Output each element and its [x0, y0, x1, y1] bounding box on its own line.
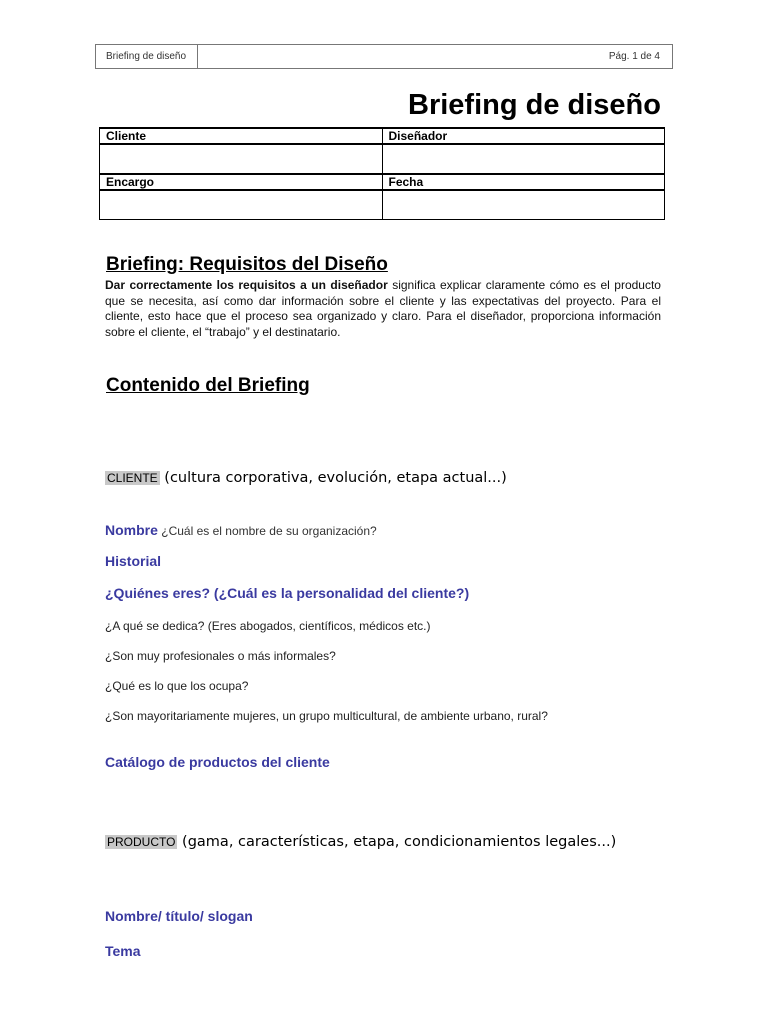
nombre-item — [105, 522, 377, 538]
encargo-label: Encargo — [100, 174, 383, 190]
question-mujeres: ¿Son mayoritariamente mujeres, un grupo multicultural, de ambiente urbano, rural? — [105, 709, 548, 723]
header-page-number: Pág. 1 de 4 — [608, 51, 660, 62]
header-document-name: Briefing de diseño — [96, 45, 198, 68]
intro-lead: Dar correctamente los requisitos a un diseñador — [105, 278, 388, 292]
tema-label: Tema — [105, 943, 141, 959]
encargo-value[interactable] — [100, 190, 383, 220]
intro-body: significa explicar claramente cómo es el producto que se necesita, así como dar información sobre el cliente y las expectativas del proyecto. Para el cliente, esto hace que el proceso sea organizado y claro. Para el diseñador, proporciona información sobre el cliente, el “trabajo” y el destinatario. — [105, 278, 661, 339]
quienes-eres-label: ¿Quiénes eres? (¿Cuál es la personalidad del cliente?) — [105, 585, 470, 601]
disenador-value[interactable] — [382, 144, 665, 174]
cliente-section-header — [105, 470, 507, 486]
document-title: Briefing de diseño — [408, 89, 661, 121]
producto-description: (gama, características, etapa, condicionamientos legales...) — [177, 834, 617, 850]
fecha-value[interactable] — [382, 190, 665, 220]
fecha-label: Fecha — [382, 174, 665, 190]
client-info-table — [99, 127, 665, 220]
cliente-label: Cliente — [100, 128, 383, 144]
nombre-question: ¿Cuál es el nombre de su organización? — [157, 524, 377, 538]
question-profesionales: ¿Son muy profesionales o más informales? — [105, 649, 336, 663]
cliente-tag: CLIENTE — [107, 471, 158, 485]
intro-paragraph — [105, 278, 661, 340]
question-dedica: ¿A qué se dedica? (Eres abogados, científicos, médicos etc.) — [105, 619, 431, 633]
contenido-heading: Contenido del Briefing — [106, 375, 310, 396]
cliente-description: (cultura corporativa, evolución, etapa actual...) — [159, 470, 507, 486]
question-ocupa: ¿Qué es lo que los ocupa? — [105, 679, 249, 693]
requisitos-heading: Briefing: Requisitos del Diseño — [106, 254, 388, 275]
historial-label: Historial — [105, 553, 162, 569]
producto-tag: PRODUCTO — [107, 835, 176, 849]
catalogo-label: Catálogo de productos del cliente — [105, 754, 330, 770]
producto-section-header — [105, 834, 616, 850]
cliente-value[interactable] — [100, 144, 383, 174]
disenador-label: Diseñador — [382, 128, 665, 144]
nombre-titulo-slogan-label: Nombre/ título/ slogan — [105, 908, 253, 924]
nombre-label: Nombre — [105, 522, 158, 538]
page-header — [95, 44, 673, 69]
